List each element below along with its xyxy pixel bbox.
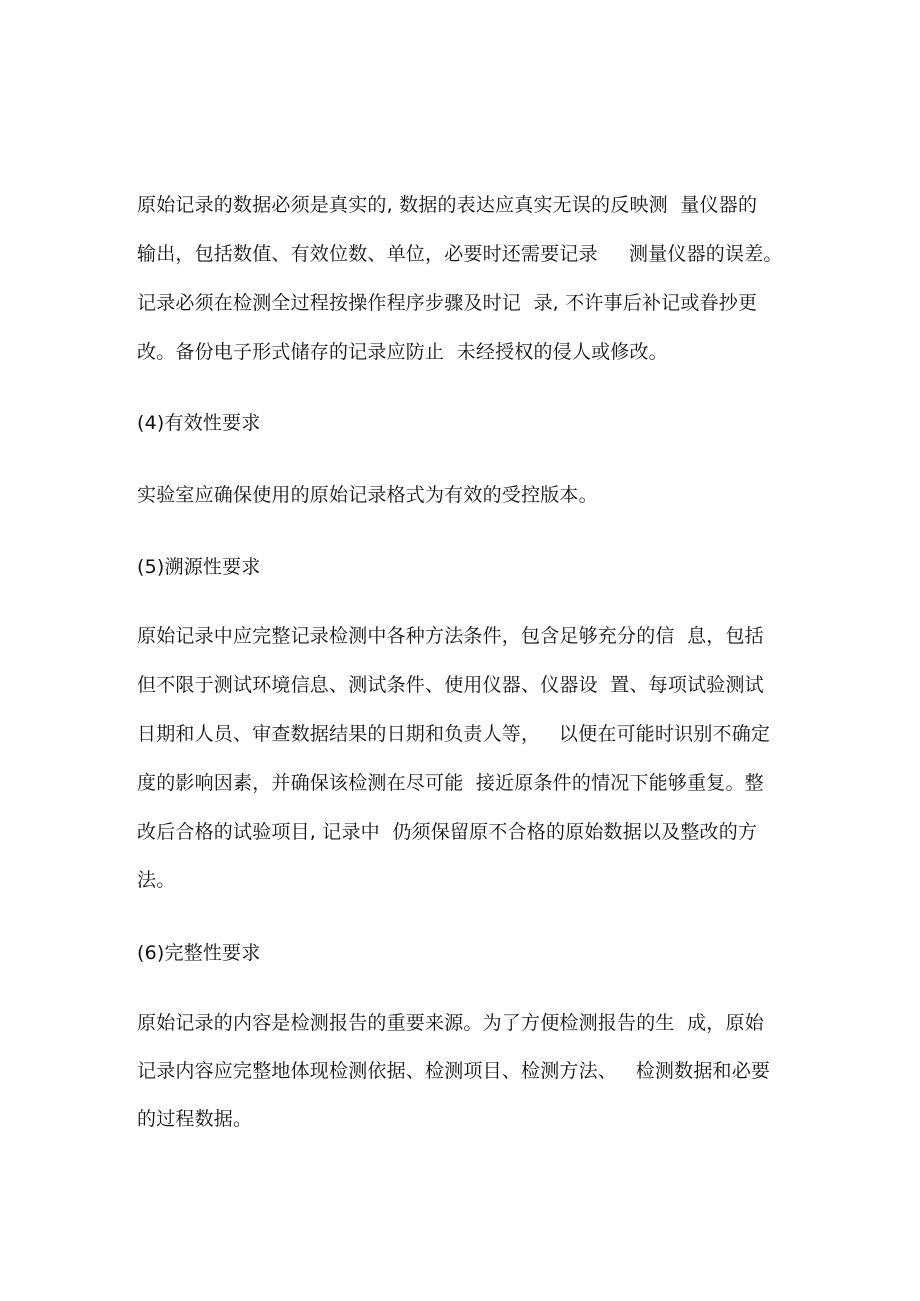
paragraph-3-line-5: 改后合格的试验项目, 记录中 仍须保留原不合格的原始数据以及整改的方: [137, 821, 758, 843]
paragraph-3-line-2: 但不限于测试环境信息、测试条件、使用仪器、仪器设 置、每项试验测试: [137, 674, 764, 696]
paragraph-4-line-3: 的过程数据。: [137, 1108, 253, 1130]
section-heading-6: (6)完整性要求: [137, 942, 261, 964]
paragraph-3-line-4: 度的影响因素，并确保该检测在尽可能 接近原条件的情况下能够重复。整: [137, 772, 764, 794]
paragraph-4-line-1: 原始记录的内容是检测报告的重要来源。为了方便检测报告的生 成，原始: [137, 1012, 764, 1034]
paragraph-3-line-1: 原始记录中应完整记录检测中各种方法条件，包含足够充分的信 息，包括: [137, 625, 764, 647]
paragraph-4-line-2: 记录内容应完整地体现检测依据、检测项目、检测方法、 检测数据和必要: [137, 1060, 771, 1082]
paragraph-1-line-3: 记录必须在检测全过程按操作程序步骤及时记 录, 不许事后补记或眷抄更: [137, 292, 758, 314]
paragraph-1-line-2: 输出，包括数值、有效位数、单位，必要时还需要记录 测量仪器的误差。: [137, 243, 783, 265]
paragraph-1-line-1: 原始记录的数据必须是真实的, 数据的表达应真实无误的反映测 量仪器的: [137, 194, 758, 216]
paragraph-1-line-4: 改。备份电子形式储存的记录应防止 未经授权的侵人或修改。: [137, 341, 668, 363]
paragraph-3-line-6: 法。: [137, 869, 176, 891]
section-heading-5: (5)溯源性要求: [137, 556, 261, 578]
section-heading-4: (4)有效性要求: [137, 412, 261, 434]
paragraph-3-line-3: 日期和人员、审查数据结果的日期和负责人等， 以便在可能时识别不确定: [137, 723, 771, 745]
paragraph-2-line-1: 实验室应确保使用的原始记录格式为有效的受控版本。: [137, 484, 598, 506]
